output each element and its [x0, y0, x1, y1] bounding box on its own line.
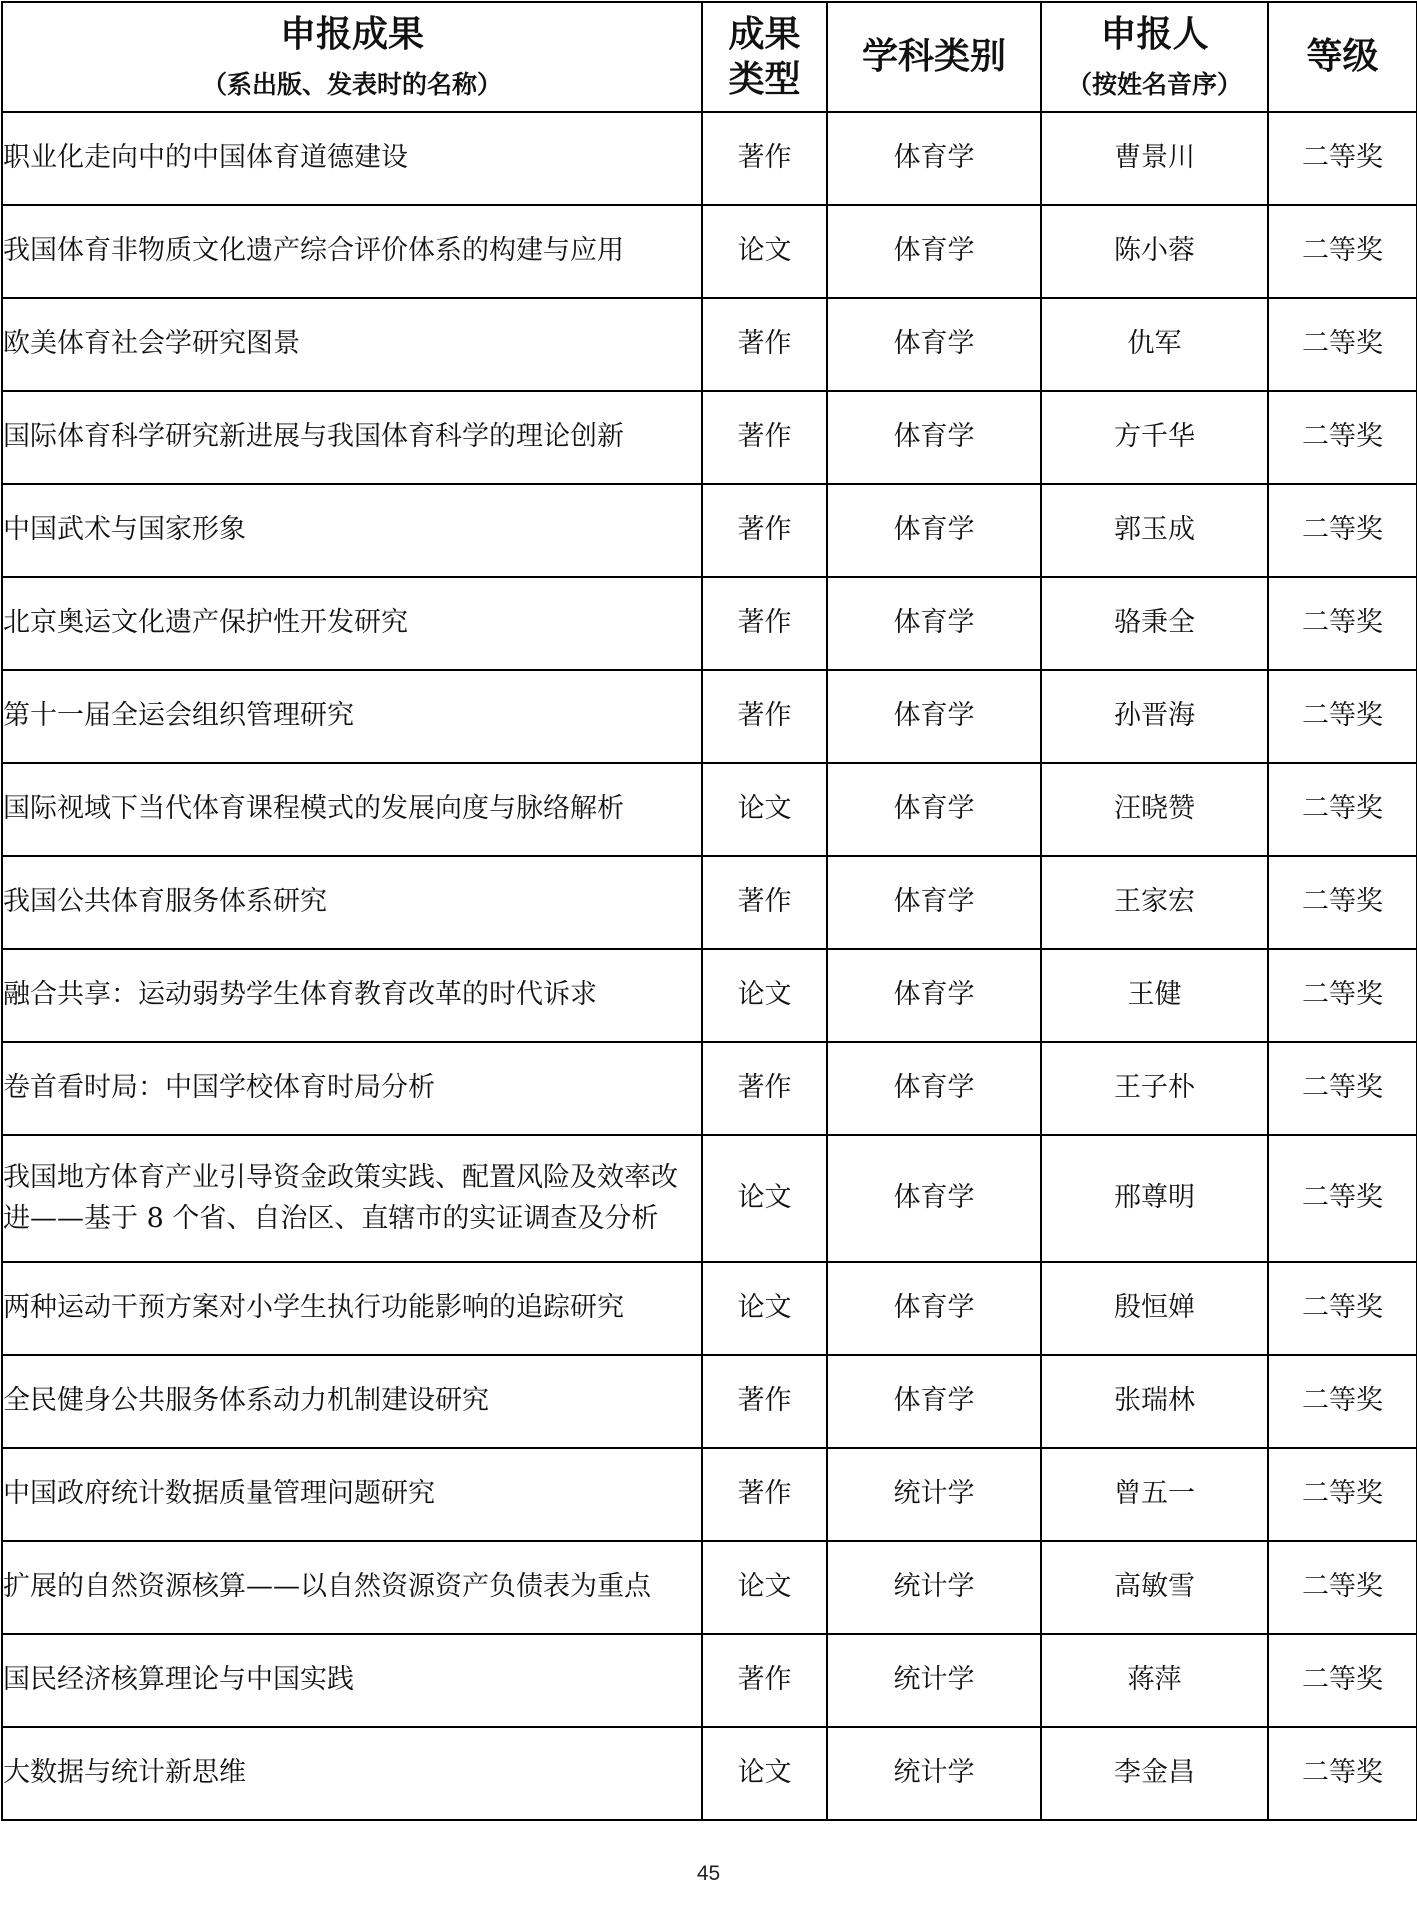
header-title-sub: （系出版、发表时的名称） — [201, 70, 502, 100]
cell-title: 第十一届全运会组织管理研究 — [2, 670, 702, 763]
table-row — [2, 1448, 1417, 1541]
cell-type: 著作 — [702, 1042, 827, 1135]
cell-type: 著作 — [702, 670, 827, 763]
cell-subject: 体育学 — [827, 205, 1041, 298]
cell-subject: 体育学 — [827, 298, 1041, 391]
table-row — [2, 484, 1417, 577]
cell-grade: 二等奖 — [1268, 949, 1417, 1042]
cell-subject: 统计学 — [827, 1727, 1041, 1820]
table-row — [2, 1727, 1417, 1820]
cell-grade: 二等奖 — [1268, 1541, 1417, 1634]
cell-applicant: 曹景川 — [1041, 112, 1268, 205]
table-body — [2, 112, 1417, 1820]
cell-subject: 体育学 — [827, 1262, 1041, 1355]
header-title-main: 申报成果 — [279, 14, 424, 56]
cell-subject: 统计学 — [827, 1541, 1041, 1634]
header-grade: 等级 — [1306, 35, 1379, 77]
cell-grade: 二等奖 — [1268, 298, 1417, 391]
header-row — [2, 2, 1417, 112]
page-number: 45 — [696, 1862, 721, 1885]
cell-applicant: 方千华 — [1041, 391, 1268, 484]
cell-applicant: 陈小蓉 — [1041, 205, 1268, 298]
cell-applicant: 汪晓赞 — [1041, 763, 1268, 856]
table-row — [2, 949, 1417, 1042]
cell-type: 论文 — [702, 1262, 827, 1355]
cell-subject: 体育学 — [827, 391, 1041, 484]
awards-table — [1, 1, 1417, 1821]
header-applicant-column — [1041, 2, 1268, 112]
cell-type: 著作 — [702, 1355, 827, 1448]
table-header — [2, 2, 1417, 112]
table-row — [2, 1355, 1417, 1448]
cell-applicant: 张瑞林 — [1041, 1355, 1268, 1448]
cell-type: 论文 — [702, 1541, 827, 1634]
cell-type: 论文 — [702, 763, 827, 856]
cell-applicant: 曾五一 — [1041, 1448, 1268, 1541]
cell-grade: 二等奖 — [1268, 205, 1417, 298]
cell-title: 卷首看时局：中国学校体育时局分析 — [2, 1042, 702, 1135]
cell-grade: 二等奖 — [1268, 1262, 1417, 1355]
cell-title: 中国武术与国家形象 — [2, 484, 702, 577]
cell-subject: 统计学 — [827, 1634, 1041, 1727]
cell-title: 职业化走向中的中国体育道德建设 — [2, 112, 702, 205]
cell-subject: 体育学 — [827, 670, 1041, 763]
table-row — [2, 1634, 1417, 1727]
header-subject: 学科类别 — [861, 35, 1006, 77]
cell-grade: 二等奖 — [1268, 1727, 1417, 1820]
cell-grade: 二等奖 — [1268, 1355, 1417, 1448]
cell-grade: 二等奖 — [1268, 577, 1417, 670]
cell-subject: 体育学 — [827, 577, 1041, 670]
cell-type: 著作 — [702, 484, 827, 577]
cell-subject: 体育学 — [827, 484, 1041, 577]
cell-title: 大数据与统计新思维 — [2, 1727, 702, 1820]
cell-applicant: 郭玉成 — [1041, 484, 1268, 577]
cell-title: 两种运动干预方案对小学生执行功能影响的追踪研究 — [2, 1262, 702, 1355]
cell-type: 著作 — [702, 1634, 827, 1727]
cell-subject: 体育学 — [827, 1135, 1041, 1262]
cell-applicant: 殷恒婵 — [1041, 1262, 1268, 1355]
cell-grade: 二等奖 — [1268, 856, 1417, 949]
header-type-line1: 成果 — [728, 14, 801, 55]
table-row — [2, 577, 1417, 670]
cell-subject: 统计学 — [827, 1448, 1041, 1541]
header-type-line2: 类型 — [728, 59, 801, 100]
cell-title: 全民健身公共服务体系动力机制建设研究 — [2, 1355, 702, 1448]
cell-title: 北京奥运文化遗产保护性开发研究 — [2, 577, 702, 670]
cell-applicant: 李金昌 — [1041, 1727, 1268, 1820]
cell-grade: 二等奖 — [1268, 763, 1417, 856]
cell-title: 我国体育非物质文化遗产综合评价体系的构建与应用 — [2, 205, 702, 298]
table-row — [2, 391, 1417, 484]
header-grade-column — [1268, 2, 1417, 112]
cell-title: 扩展的自然资源核算——以自然资源资产负债表为重点 — [2, 1541, 702, 1634]
cell-applicant: 孙晋海 — [1041, 670, 1268, 763]
cell-grade: 二等奖 — [1268, 1042, 1417, 1135]
cell-applicant: 骆秉全 — [1041, 577, 1268, 670]
cell-title: 国际视域下当代体育课程模式的发展向度与脉络解析 — [2, 763, 702, 856]
cell-subject: 体育学 — [827, 763, 1041, 856]
table-row — [2, 1541, 1417, 1634]
cell-subject: 体育学 — [827, 856, 1041, 949]
cell-subject: 体育学 — [827, 949, 1041, 1042]
cell-applicant: 王健 — [1041, 949, 1268, 1042]
cell-type: 著作 — [702, 391, 827, 484]
cell-applicant: 高敏雪 — [1041, 1541, 1268, 1634]
header-type-column — [702, 2, 827, 112]
table-row — [2, 1135, 1417, 1262]
table-row — [2, 1262, 1417, 1355]
cell-type: 论文 — [702, 205, 827, 298]
cell-type: 著作 — [702, 112, 827, 205]
table-row — [2, 1042, 1417, 1135]
cell-grade: 二等奖 — [1268, 1448, 1417, 1541]
cell-grade: 二等奖 — [1268, 112, 1417, 205]
cell-title: 融合共享：运动弱势学生体育教育改革的时代诉求 — [2, 949, 702, 1042]
cell-type: 著作 — [702, 298, 827, 391]
header-title-column — [2, 2, 702, 112]
cell-grade: 二等奖 — [1268, 484, 1417, 577]
cell-grade: 二等奖 — [1268, 670, 1417, 763]
cell-applicant: 王子朴 — [1041, 1042, 1268, 1135]
cell-title: 中国政府统计数据质量管理问题研究 — [2, 1448, 702, 1541]
cell-subject: 体育学 — [827, 1042, 1041, 1135]
header-subject-column — [827, 2, 1041, 112]
cell-type: 论文 — [702, 1727, 827, 1820]
table-row — [2, 205, 1417, 298]
cell-grade: 二等奖 — [1268, 391, 1417, 484]
header-applicant-main: 申报人 — [1100, 14, 1209, 56]
cell-type: 著作 — [702, 577, 827, 670]
cell-applicant: 邢尊明 — [1041, 1135, 1268, 1262]
cell-applicant: 仇军 — [1041, 298, 1268, 391]
cell-title: 国际体育科学研究新进展与我国体育科学的理论创新 — [2, 391, 702, 484]
cell-title: 国民经济核算理论与中国实践 — [2, 1634, 702, 1727]
header-applicant-sub: （按姓名音序） — [1066, 70, 1242, 100]
table-row — [2, 298, 1417, 391]
cell-applicant: 蒋萍 — [1041, 1634, 1268, 1727]
table-row — [2, 112, 1417, 205]
cell-title: 我国地方体育产业引导资金政策实践、配置风险及效率改进——基于 8 个省、自治区、直辖市的实证调查及分析 — [2, 1135, 702, 1262]
cell-applicant: 王家宏 — [1041, 856, 1268, 949]
cell-title: 我国公共体育服务体系研究 — [2, 856, 702, 949]
cell-grade: 二等奖 — [1268, 1135, 1417, 1262]
cell-subject: 体育学 — [827, 112, 1041, 205]
cell-grade: 二等奖 — [1268, 1634, 1417, 1727]
table-row — [2, 856, 1417, 949]
cell-title: 欧美体育社会学研究图景 — [2, 298, 702, 391]
cell-type: 著作 — [702, 1448, 827, 1541]
table-row — [2, 763, 1417, 856]
cell-type: 论文 — [702, 1135, 827, 1262]
table-row — [2, 670, 1417, 763]
cell-type: 著作 — [702, 856, 827, 949]
cell-type: 论文 — [702, 949, 827, 1042]
cell-subject: 体育学 — [827, 1355, 1041, 1448]
